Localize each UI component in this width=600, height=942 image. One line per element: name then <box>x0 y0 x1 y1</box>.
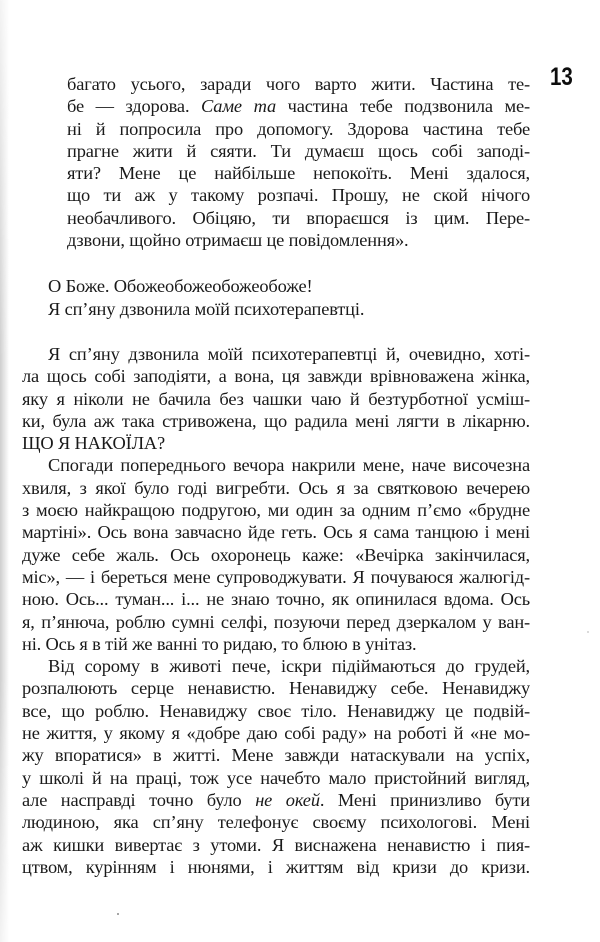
text-line <box>22 834 530 856</box>
text-line <box>67 95 530 117</box>
paragraph <box>22 655 530 878</box>
text-segment: аж кишки вивертає з утоми. Я виснажена ненавистю і пия- <box>22 834 530 855</box>
text-column <box>22 73 530 878</box>
text-line <box>22 722 530 744</box>
text-segment: частина тебе подзвонила ме- <box>276 96 530 117</box>
text-line <box>22 588 530 610</box>
paragraph <box>22 454 530 655</box>
text-segment: все, що роблю. Ненавиджу своє тіло. Ненавиджу це подвій- <box>22 700 530 721</box>
text-line <box>22 767 530 789</box>
italic-text-segment: Саме та <box>201 96 276 117</box>
text-line <box>22 611 530 633</box>
scan-speck <box>117 913 119 915</box>
text-segment: бе — здорова. <box>67 96 202 117</box>
text-segment: ки, була аж така стривожена, що радила мені лягти в лікарню. <box>22 410 530 431</box>
scan-speck <box>587 631 589 633</box>
italic-text-segment: не окей <box>255 789 320 810</box>
text-line <box>22 655 530 677</box>
text-segment: дзвони, щойно отримаєш це повідомлення». <box>67 230 409 251</box>
text-line <box>22 521 530 543</box>
text-segment: ЩО Я НАКОЇЛА? <box>22 433 166 454</box>
text-segment: ні. Ось я в тій же ванні то ридаю, то блюю в унітаз. <box>22 633 417 654</box>
text-segment: що ти аж у такому розпачі. Прошу, не ской нічого <box>67 185 530 206</box>
text-line <box>22 454 530 476</box>
text-line <box>67 207 530 229</box>
text-line <box>22 432 530 454</box>
scan-gutter-shadow <box>0 0 9 942</box>
paragraph <box>22 298 530 320</box>
text-line <box>22 744 530 766</box>
text-line <box>22 477 530 499</box>
text-segment: Я сп’яну дзвонила моїй психотерапевтці й, очевидно, хоті- <box>48 343 530 364</box>
text-segment: людиною, яка сп’яну телефонує своєму психологові. Мені <box>22 812 530 833</box>
text-segment: багато усього, заради чого варто жити. Частина те- <box>67 74 530 94</box>
text-segment: міс», — і береться мене супроводжувати. Я почуваюся жалюгід- <box>22 566 530 587</box>
page-number: 13 <box>550 63 573 91</box>
text-line <box>67 229 530 251</box>
text-segment: Я сп’яну дзвонила моїй психотерапевтці. <box>48 298 365 319</box>
text-segment: не життя, у якому я «добре даю собі раду» на роботі й «не мо- <box>22 723 530 744</box>
text-line <box>22 499 530 521</box>
text-segment: необачливого. Обіцяю, ти впораєшся із цим. Пере- <box>67 207 530 228</box>
text-segment: яти? Мене це найбільше непокоїть. Мені здалося, <box>67 163 530 184</box>
text-segment: дуже себе жаль. Ось охоронець каже: «Вечірка закінчилася, <box>22 544 530 565</box>
text-segment: хвиля, з якої було годі вигребти. Ось я за святковою вечерею <box>22 477 530 498</box>
text-segment: розпалюють серце ненавистю. Ненавиджу себе. Ненавиджу <box>22 678 530 699</box>
text-line <box>67 140 530 162</box>
text-segment: ні й попросила про допомогу. Здорова частина тебе <box>67 118 530 139</box>
paragraph <box>22 343 530 454</box>
text-segment: у школі й на праці, тож усе начебто мало пристойний вигляд, <box>22 767 530 788</box>
text-line <box>67 184 530 206</box>
text-segment: жу впоратися» в житті. Мене завжди натаскували на успіх, <box>22 745 530 766</box>
text-segment: я, п’янюча, роблю сумні селфі, позуючи перед дзеркалом у ван- <box>22 611 530 632</box>
text-line <box>22 633 530 655</box>
text-line <box>22 544 530 566</box>
text-segment: О Боже. Обожеобожеобожеобоже! <box>48 276 313 297</box>
text-segment: Від сорому в животі пече, іскри підіймаються до грудей, <box>48 656 530 677</box>
text-line <box>67 73 530 95</box>
text-line <box>22 789 530 811</box>
text-segment: прагне жити й сяяти. Ти думаєш щось собі заподі- <box>67 140 530 161</box>
text-line <box>22 677 530 699</box>
text-line <box>22 410 530 432</box>
text-line <box>22 811 530 833</box>
text-segment: яку я ніколи не бачила без чашки чаю й безтурботної усміш- <box>22 388 530 409</box>
text-line <box>22 343 530 365</box>
text-segment: ною. Ось... туман... і... не знаю точно, як опинилася вдома. Ось <box>22 589 530 610</box>
text-line <box>22 388 530 410</box>
text-line <box>22 856 530 878</box>
paragraph <box>22 275 530 297</box>
text-segment: ла щось собі заподіяти, а вона, ця завжди врівноважена жінка, <box>22 366 530 387</box>
text-line <box>67 118 530 140</box>
text-line <box>22 275 530 297</box>
quote-block <box>67 73 530 251</box>
text-segment: мартіні». Ось вона завчасно йде геть. Ось я сама танцюю і мені <box>22 522 530 543</box>
text-line <box>22 700 530 722</box>
text-line <box>22 365 530 387</box>
text-line <box>22 566 530 588</box>
text-segment: але насправді точно було <box>22 789 256 810</box>
text-segment: цтвом, курінням і нюнями, і життям від кризи до кризи. <box>22 856 530 877</box>
text-segment: . Мені принизливо бути <box>319 789 530 810</box>
text-segment: Спогади попереднього вечора накрили мене, наче височезна <box>48 455 530 476</box>
text-segment: з моєю найкращою подругою, ми один за одним п’ємо «брудне <box>22 500 530 521</box>
text-line <box>22 298 530 320</box>
text-line <box>67 162 530 184</box>
